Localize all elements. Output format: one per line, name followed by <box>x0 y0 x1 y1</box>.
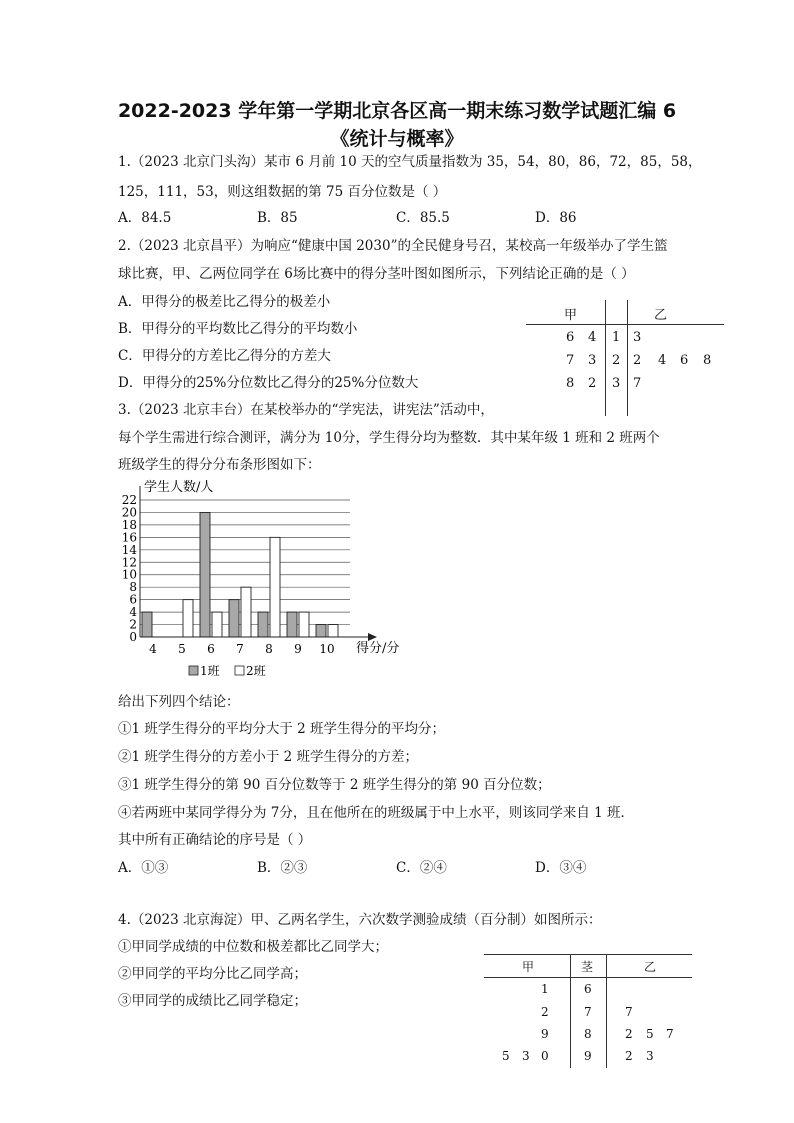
q2-stem: 1 <box>612 330 621 345</box>
q4-stem: 8 <box>584 1027 592 1041</box>
q4-leaf: 5 <box>646 1027 654 1041</box>
chart-bar-class1-10 <box>316 625 326 637</box>
q3-conclusion-3: ③1 班学生得分的第 90 百分位数等于 2 班学生得分的第 90 百分位数； <box>118 777 551 793</box>
q2-leaf: 8 <box>566 376 575 391</box>
q3-conclusion-4: ④若两班中某同学得分为 7分，且在他所在的班级属于中上水平，则该同学来自 1 班． <box>118 805 635 821</box>
q2-option-a: A．甲得分的极差比乙得分的极差小 <box>118 294 331 310</box>
chart-y-axis-label: 学生人数/人 <box>144 480 214 495</box>
q4-leaf: 2 <box>541 1005 549 1019</box>
q3-intro: 给出下列四个结论： <box>118 694 240 710</box>
chart-x-tick-label: 6 <box>207 642 215 656</box>
q2-stem-header-yi: 乙 <box>654 308 668 323</box>
legend-label-class1: 1班 <box>200 664 220 678</box>
q4-leaf: 2 <box>625 1049 633 1063</box>
chart-y-tick-label: 18 <box>121 517 137 532</box>
chart-bar-class2-8 <box>270 537 280 637</box>
q4-statement-3: ③甲同学的成绩比乙同学稳定； <box>118 993 307 1009</box>
q2-stem: 3 <box>612 376 621 391</box>
legend-label-class2: 2班 <box>246 664 266 678</box>
q2-leaf: 3 <box>633 330 642 345</box>
chart-y-tick-label: 16 <box>121 530 137 545</box>
chart-bar-class1-9 <box>287 612 297 637</box>
q2-leaf: 6 <box>680 353 689 368</box>
chart-x-axis-label: 得分/分 <box>356 641 400 656</box>
q2-leaf: 2 <box>633 353 642 368</box>
chart-x-tick-label: 5 <box>178 642 186 656</box>
q1-option-b: B．85 <box>257 210 298 226</box>
q2-leaf: 6 <box>566 330 575 345</box>
q4-leaf: 9 <box>541 1027 549 1041</box>
chart-x-tick-label: 7 <box>236 642 244 656</box>
chart-y-tick-label: 22 <box>121 493 137 507</box>
q3-conclusion-1: ①1 班学生得分的平均分大于 2 班学生得分的平均分； <box>118 721 446 737</box>
chart-y-tick-label: 2 <box>129 617 137 632</box>
q3-bar-chart <box>110 470 430 685</box>
q2-stem: 2 <box>612 353 621 368</box>
q4-leaf: 3 <box>522 1049 530 1063</box>
chart-y-tick-label: 10 <box>121 567 137 582</box>
q4-header-jia: 甲 <box>522 960 535 974</box>
q3-option-a: A．①③ <box>118 860 169 876</box>
q4-statement-1: ①甲同学成绩的中位数和极差都比乙同学大； <box>118 939 388 955</box>
chart-bar-class2-7 <box>241 587 251 637</box>
chart-y-tick-label: 6 <box>129 592 137 607</box>
chart-y-tick-label: 14 <box>121 542 137 557</box>
chart-x-tick-label: 9 <box>294 642 302 656</box>
q3-option-c: C．②④ <box>396 860 447 876</box>
chart-y-tick-label: 8 <box>129 580 137 595</box>
q2-leaf: 7 <box>633 376 642 391</box>
q4-stem: 6 <box>584 982 592 996</box>
q3-option-b: B．②③ <box>257 860 308 876</box>
q2-leaf: 4 <box>658 353 667 368</box>
q2-leaf: 4 <box>588 330 597 345</box>
q4-stem-leaf-plot <box>484 954 694 1070</box>
doc-title-line2: 《统计与概率》 <box>330 128 464 150</box>
q1-option-d: D．86 <box>535 210 577 226</box>
q1-option-c: C．85.5 <box>396 210 450 226</box>
chart-bar-class2-5 <box>183 600 193 637</box>
q4-header-yi: 乙 <box>644 960 657 974</box>
chart-bar-class1-4 <box>142 612 152 637</box>
q4-leaf: 0 <box>541 1049 549 1063</box>
q3-question: 其中所有正确结论的序号是（ ） <box>118 832 312 848</box>
q2-option-c: C．甲得分的方差比乙得分的方差大 <box>118 348 331 364</box>
q4-leaf: 7 <box>625 1005 633 1019</box>
chart-bar-class2-9 <box>299 612 309 637</box>
legend-swatch-class1 <box>189 666 198 675</box>
chart-x-tick-label: 8 <box>265 642 273 656</box>
q2-leaf: 2 <box>588 376 597 391</box>
chart-bar-class2-10 <box>328 625 338 637</box>
chart-bar-class1-8 <box>258 612 268 637</box>
q4-leaf: 2 <box>625 1027 633 1041</box>
q2-option-d: D．甲得分的25%分位数比乙得分的25%分位数大 <box>118 375 419 391</box>
q2-stem-leaf-plot <box>526 300 726 416</box>
chart-y-tick-label: 4 <box>129 605 137 620</box>
chart-bar-class1-7 <box>229 600 239 637</box>
q4-leaf: 7 <box>666 1027 674 1041</box>
q4-line1: 4.（2023 北京海淀）甲、乙两名学生，六次数学测验成绩（百分制）如图所示： <box>118 912 602 928</box>
q3-line3: 班级学生的得分分布条形图如下： <box>118 457 321 473</box>
chart-y-tick-label: 12 <box>121 555 137 570</box>
q2-stem-header-jia: 甲 <box>564 308 578 323</box>
q2-line2: 球比赛，甲、乙两位同学在 6场比赛中的得分茎叶图如图所示，下列结论正确的是（ ） <box>118 266 635 282</box>
chart-y-tick-label: 0 <box>129 630 137 644</box>
q2-line1: 2.（2023 北京昌平）为响应“健康中国 2030”的全民健身号召，某校高一年级举办了学生篮 <box>118 238 668 254</box>
doc-title-line1: 2022-2023 学年第一学期北京各区高一期末练习数学试题汇编 6 <box>117 100 677 122</box>
q4-leaf: 1 <box>541 982 549 996</box>
q2-option-b: B．甲得分的平均数比乙得分的平均数小 <box>118 321 358 337</box>
q3-line2: 每个学生需进行综合测评，满分为 10分，学生得分均为整数．其中某年级 1 班和 2 班两个 <box>118 430 660 446</box>
q4-stem: 9 <box>584 1049 592 1063</box>
q4-statement-2: ②甲同学的平均分比乙同学高； <box>118 966 307 982</box>
q3-option-d: D．③④ <box>535 860 587 876</box>
chart-bar-class1-6 <box>200 512 210 637</box>
q4-leaf: 3 <box>646 1049 654 1063</box>
q1-line1: 1.（2023 北京门头沟）某市 6 月前 10 天的空气质量指数为 35，54，80，86，72，85，58， <box>118 154 702 170</box>
q2-leaf: 7 <box>566 353 575 368</box>
q1-line2: 125，111，53，则这组数据的第 75 百分位数是（ ） <box>118 184 447 200</box>
chart-x-tick-label: 10 <box>319 642 335 656</box>
q4-header-stem: 茎 <box>581 960 594 974</box>
q4-stem: 7 <box>584 1005 592 1019</box>
q3-line1: 3.（2023 北京丰台）在某校举办的“学宪法，讲宪法”活动中， <box>118 402 494 418</box>
q1-option-a: A．84.5 <box>118 210 172 226</box>
legend-swatch-class2 <box>235 666 244 675</box>
q2-leaf: 3 <box>588 353 597 368</box>
chart-y-tick-label: 20 <box>121 505 137 520</box>
chart-x-tick-label: 4 <box>149 642 157 656</box>
chart-bar-class2-6 <box>212 612 222 637</box>
q4-leaf: 5 <box>502 1049 510 1063</box>
q3-conclusion-2: ②1 班学生得分的方差小于 2 班学生得分的方差； <box>118 749 419 765</box>
q2-leaf: 8 <box>703 353 712 368</box>
